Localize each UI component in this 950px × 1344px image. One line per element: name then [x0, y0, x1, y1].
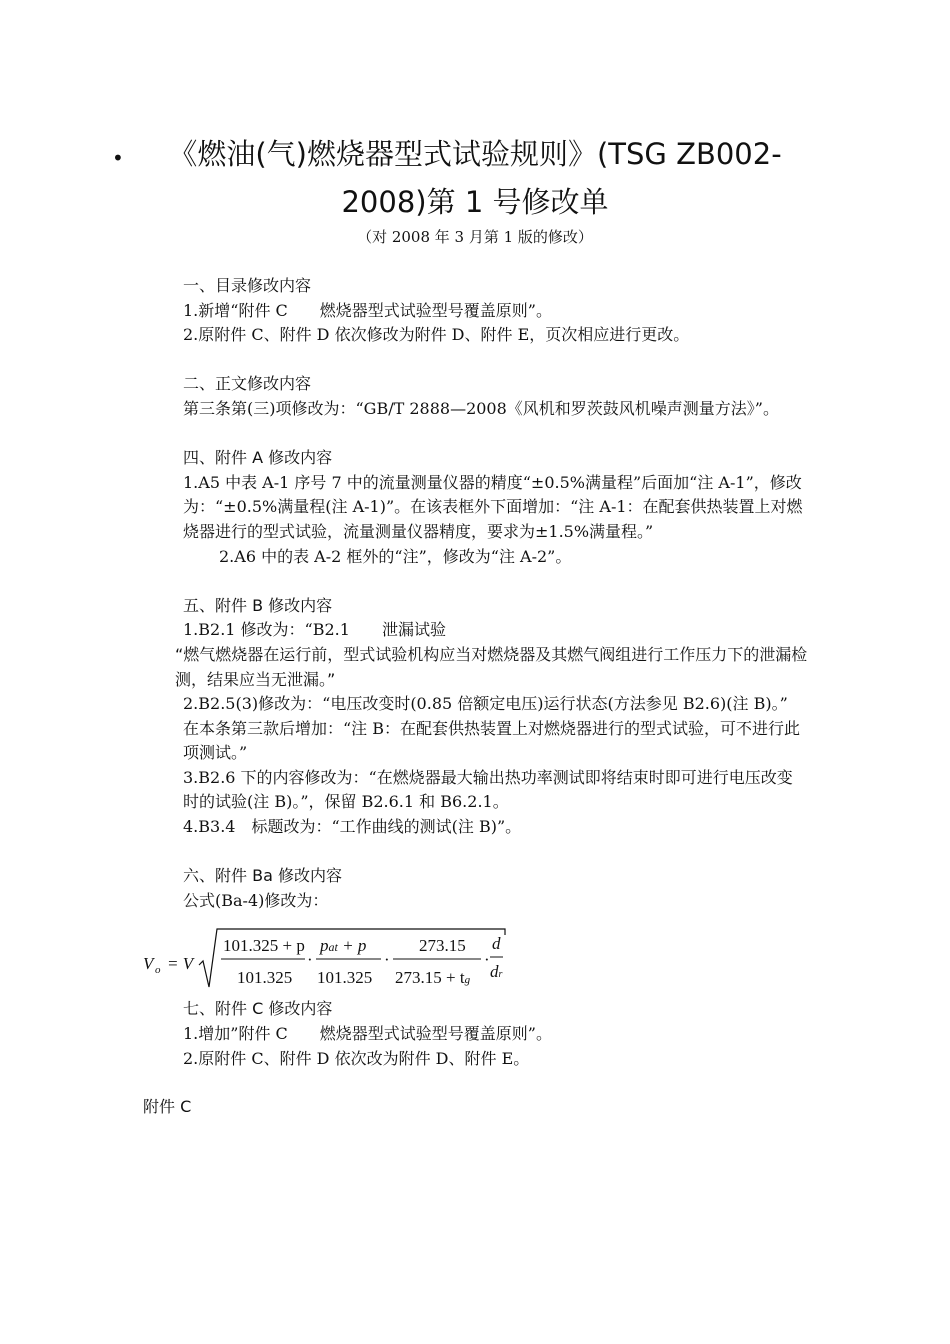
formula-lhs: V — [143, 954, 154, 974]
section-1-item-2: 2.原附件 C、附件 D 依次修改为附件 D、附件 E，页次相应进行更改。 — [183, 325, 690, 345]
section-5-item-4: 4.B3.4 标题改为：“工作曲线的测试(注 B)”。 — [183, 817, 522, 837]
formula-ba-4 — [143, 913, 808, 997]
section-4-heading: 四、附件 A 修改内容 — [183, 448, 333, 468]
formula-num-3: 273.15 — [419, 936, 466, 956]
section-2-heading: 二、正文修改内容 — [183, 374, 312, 394]
section-5-item-1: 1.B2.1 修改为：“B2.1 泄漏试验 — [183, 620, 446, 640]
formula-den-1: 101.325 — [237, 968, 293, 988]
title-line-1: 《燃油(气)燃烧器型式试验规则》(TSG ZB002- — [168, 137, 782, 171]
section-2-item-1: 第三条第(三)项修改为：“GB/T 2888—2008《风机和罗茨鼓风机噪声测量方法》”。 — [183, 398, 779, 418]
document-subtitle: （对 2008 年 3 月第 1 版的修改） — [357, 228, 593, 246]
formula-num-1: 101.325 + p — [223, 936, 305, 956]
section-5-item-3: 3.B2.6 下的内容修改为：“在燃烧器最大输出热功率测试即将结束时即可进行电压改变时的试验(注 B)。”，保留 B2.6.1 和 B6.2.1。 — [183, 767, 793, 812]
formula-num-2: pat + p — [320, 936, 367, 956]
section-5-item-2: 2.B2.5(3)修改为：“电压改变时(0.85 倍额定电压)运行状态(方法参见 B2.6)(注 B)。” — [183, 694, 788, 714]
formula-dot-1: · — [307, 950, 313, 970]
section-7-item-1: 1.增加”附件 C 燃烧器型式试验型号覆盖原则”。 — [183, 1024, 552, 1044]
section-1-heading: 一、目录修改内容 — [183, 276, 312, 295]
section-4-item-1: 1.A5 中表 A-1 序号 7 中的流量测量仪器的精度“±0.5%满量程”后面加“注 A-1”，修改为：“±0.5%满量程(注 A-1)”。在该表框外下面增加：“注 A-1：在配套供热装置上对燃烧器进行的型式试验，流量测量仪器精度，要求为±1.5%满量程。” — [183, 472, 803, 541]
section-4-item-2: 2.A6 中的表 A-2 框外的“注”，修改为“注 A-2”。 — [219, 546, 572, 566]
appendix-label: 附件 C — [143, 1097, 192, 1117]
section-6-heading: 六、附件 Ba 修改内容 — [183, 866, 342, 886]
formula-den-3: 273.15 + tg — [395, 968, 471, 988]
title-line-2: 2008)第 1 号修改单 — [341, 185, 609, 219]
formula-den-2: 101.325 — [317, 968, 373, 988]
section-5-addition: 在本条第三款后增加：“注 B：在配套供热装置上对燃烧器进行的型式试验，可不进行此项测试。” — [183, 718, 801, 763]
section-7-heading: 七、附件 C 修改内容 — [183, 999, 333, 1019]
document-title — [140, 130, 810, 226]
section-5-heading: 五、附件 B 修改内容 — [183, 595, 333, 615]
section-5-quote: “燃气燃烧器在运行前，型式试验机构应当对燃烧器及其燃气阀组进行工作压力下的泄漏检测，结果应当无泄漏。” — [175, 644, 808, 689]
list-bullet: • — [112, 146, 124, 170]
formula-lhs-sub: o — [155, 964, 161, 977]
formula-dot-3: · — [484, 950, 490, 970]
document-body — [143, 274, 808, 1120]
section-7-item-2: 2.原附件 C、附件 D 依次改为附件 D、附件 E。 — [183, 1048, 530, 1068]
formula-dot-2: · — [384, 950, 390, 970]
section-6-item-1: 公式(Ba-4)修改为： — [183, 890, 329, 910]
formula-den-4: dr — [490, 962, 503, 982]
formula-num-4: d — [492, 934, 501, 954]
formula-svg — [143, 925, 523, 991]
formula-eq: = V — [167, 954, 194, 974]
section-1-item-1: 1.新增“附件 C 燃烧器型式试验型号覆盖原则”。 — [183, 300, 552, 320]
